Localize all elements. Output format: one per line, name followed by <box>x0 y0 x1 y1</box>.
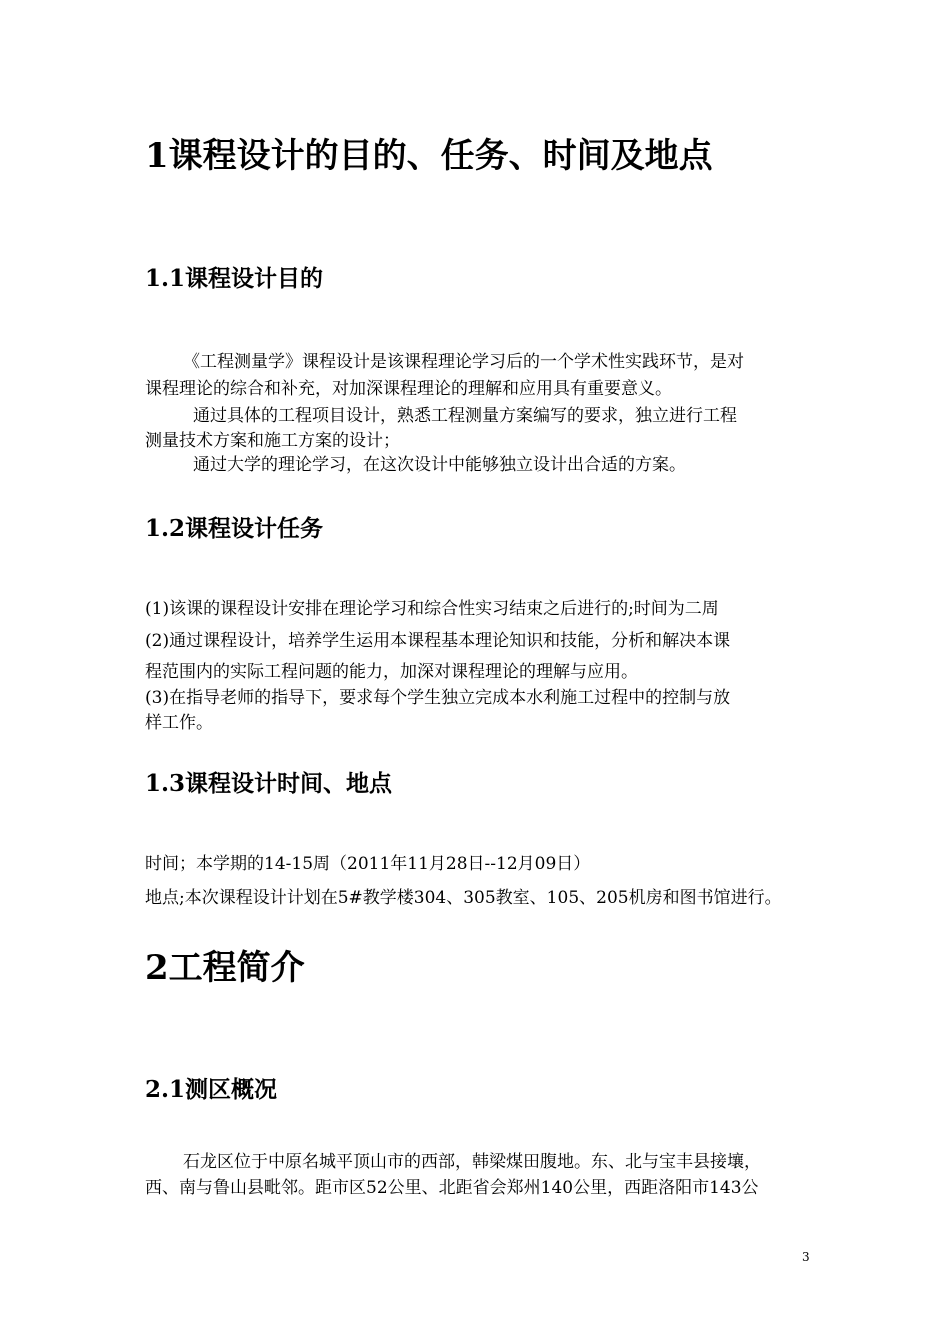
paragraph-line: 石龙区位于中原名城平顶山市的西部，韩梁煤田腹地。东、北与宝丰县接壤， <box>183 1152 761 1172</box>
paragraph-line: 课程理论的综合和补充，对加深课程理论的理解和应用具有重要意义。 <box>145 379 672 399</box>
place-line: 地点;本次课程设计计划在5#教学楼304、305教室、105、205机房和图书馆进行。 <box>145 888 782 908</box>
list-item: (3)在指导老师的指导下，要求每个学生独立完成本水利施工过程中的控制与放 <box>145 688 731 708</box>
section-1-3-heading: 1.3课程设计时间、地点 <box>145 770 393 797</box>
paragraph-line: 通过大学的理论学习，在这次设计中能够独立设计出合适的方案。 <box>193 455 686 475</box>
list-item: 样工作。 <box>145 713 213 733</box>
paragraph-line: 《工程测量学》课程设计是该课程理论学习后的一个学术性实践环节，是对 <box>183 352 744 372</box>
list-item: (2)通过课程设计，培养学生运用本课程基本理论知识和技能，分析和解决本课 <box>145 631 731 651</box>
paragraph-line: 西、南与鲁山县毗邻。距市区52公里、北距省会郑州140公里，西距洛阳市143公 <box>145 1178 759 1198</box>
section-1-1-heading: 1.1课程设计目的 <box>145 265 324 292</box>
section-2-1-heading: 2.1测区概况 <box>145 1076 278 1103</box>
paragraph-line: 测量技术方案和施工方案的设计； <box>145 431 400 451</box>
paragraph-line: 通过具体的工程项目设计，熟悉工程测量方案编写的要求，独立进行工程 <box>193 406 737 426</box>
section-1-2-heading: 1.2课程设计任务 <box>145 515 324 542</box>
section-1-heading: 1课程设计的目的、任务、时间及地点 <box>145 136 713 176</box>
section-2-heading: 2工程简介 <box>145 948 305 988</box>
time-line: 时间；本学期的14-15周（2011年11月28日--12月09日） <box>145 854 591 874</box>
list-item: 程范围内的实际工程问题的能力，加深对课程理论的理解与应用。 <box>145 662 638 682</box>
list-item: (1)该课的课程设计安排在理论学习和综合性实习结束之后进行的;时间为二周 <box>145 599 719 619</box>
page-number: 3 <box>802 1250 810 1264</box>
